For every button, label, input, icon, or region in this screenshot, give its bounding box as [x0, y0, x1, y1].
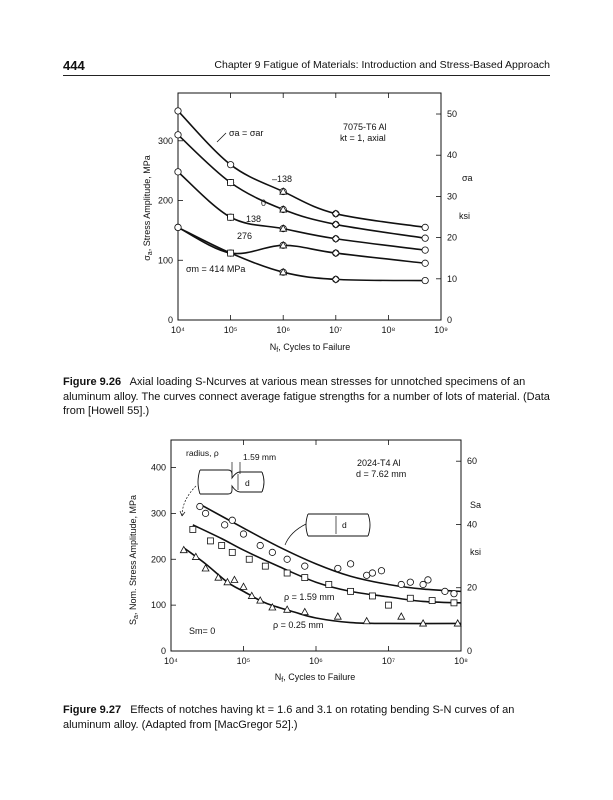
fig27-series-0-point [202, 510, 208, 516]
fig27-series-1-point [246, 556, 252, 562]
fig26-y2-tick-label: 10 [447, 273, 458, 284]
figure-9-26-caption-text: Axial loading S-Ncurves at various mean stresses for unnotched specimens of an aluminum alloy. The curves connect average fatigue strengths for a number of lots of material. (Data from [Howell 55].) [63, 376, 550, 417]
fig27-series-1-point [302, 575, 308, 581]
fig27-x-tick-label: 10⁴ [164, 656, 178, 666]
fig27-series-0-point [451, 590, 457, 596]
fig27-y-axis-label: $S_a$, Nom. Stress Amplitude, MPa [128, 495, 140, 625]
fig27-series-0-point [442, 588, 448, 594]
fig26-right-unit: ksi [459, 211, 470, 221]
figure-9-27-label: Figure 9.27 [63, 704, 122, 716]
fig27-series-2-line [184, 548, 461, 624]
fig27-series-0-point [269, 549, 275, 555]
fig27-x-tick-label: 10⁵ [236, 656, 251, 666]
fig27-x-tick-label: 10⁷ [381, 656, 396, 666]
fig27-series-0-point [229, 517, 235, 523]
fig27-series-0-point [398, 581, 404, 587]
fig26-y-tick-label: 100 [157, 255, 173, 266]
fig27-series-1-point [348, 588, 354, 594]
fig27-series-1-point [326, 581, 332, 587]
fig26-x-tick-label: 10⁴ [171, 325, 185, 335]
fig26-series-0-point [175, 108, 181, 114]
figure-9-26-chart [0, 0, 613, 360]
fig26-right-unit-symbol: σa [462, 173, 473, 183]
fig27-series-0-point [425, 577, 431, 583]
fig27-series-0-point [221, 522, 227, 528]
fig26-y2-tick-label: 20 [447, 232, 458, 243]
fig26-curve-label-0: 0 [261, 198, 267, 208]
fig27-unnotched-d-label: d [342, 520, 347, 530]
fig27-sm-label: Sm= 0 [189, 626, 216, 636]
fig27-y-tick-label: 0 [160, 646, 166, 656]
fig26-series-3-point [422, 260, 428, 266]
fig26-y2-tick-label: 50 [447, 109, 458, 120]
running-header: Chapter 9 Fatigue of Materials: Introduction and Stress-Based Approach [214, 59, 550, 71]
fig27-series-1-point [229, 549, 235, 555]
fig26-y2-tick-label: 0 [447, 315, 453, 325]
fig26-y-tick-label: 200 [157, 195, 173, 206]
fig27-series-1-point [219, 543, 225, 549]
fig26-curve-label-276: 276 [237, 231, 253, 241]
fig26-x-tick-label: 10⁹ [434, 325, 448, 335]
fig26-series-2-point [175, 169, 181, 175]
fig26-sigma-label: σa = σar [229, 128, 264, 138]
fig27-x-axis-label: $N_f$, Cycles to Failure [274, 672, 356, 684]
fig27-series-2-point [301, 608, 308, 614]
fig27-material-line1: 2024-T4 Al [357, 458, 401, 468]
figure-9-26-label: Figure 9.26 [63, 376, 122, 388]
fig27-series-1-point [262, 563, 268, 569]
fig26-series-0-point [227, 161, 233, 167]
fig27-series-1-point [451, 600, 457, 606]
fig26-series-4-point [175, 224, 181, 230]
fig27-y2-tick-label: 20 [467, 582, 478, 593]
fig27-rho1-label: ρ = 1.59 mm [284, 592, 335, 602]
fig27-series-1-point [386, 602, 392, 608]
fig27-series-0-point [378, 568, 384, 574]
fig27-series-0-point [369, 570, 375, 576]
fig27-series-1-point [190, 526, 196, 532]
fig26-y2-tick-label: 40 [447, 150, 458, 161]
fig27-rho2-label: ρ = 0.25 mm [273, 620, 324, 630]
fig27-radius-label: radius, ρ [186, 448, 219, 458]
fig26-series-1-point [175, 132, 181, 138]
fig26-x-tick-label: 10⁷ [329, 325, 343, 335]
fig27-right-unit-symbol: Sa [470, 500, 482, 510]
unnotched-specimen-sketch [285, 514, 370, 545]
figure-9-26-caption [63, 375, 553, 419]
fig27-series-2-point [231, 576, 238, 582]
fig26-series-2-point [422, 247, 428, 253]
fig27-series-2-point [240, 583, 247, 589]
fig26-material-line1: 7075-T6 Al [343, 122, 387, 132]
fig26-x-tick-label: 10⁶ [276, 325, 291, 335]
fig26-square-point [228, 214, 234, 220]
fig27-y-tick-label: 100 [150, 600, 166, 611]
fig27-y2-tick-label: 60 [467, 456, 478, 467]
fig27-series-0-point [240, 531, 246, 537]
figure-9-27-caption [63, 703, 553, 732]
fig27-series-1-point [429, 598, 435, 604]
fig27-y-tick-label: 200 [150, 554, 166, 565]
fig26-sigma-leader [217, 133, 226, 142]
figure-9-27-caption-text: Effects of notches having kt = 1.6 and 3.1 on rotating bending S-N curves of an aluminum alloy. (Adapted from [MacGregor 52].) [63, 704, 515, 731]
fig27-series-1-point [207, 538, 213, 544]
fig27-series-0-point [407, 579, 413, 585]
fig27-series-0-point [197, 503, 203, 509]
fig27-series-2-point [363, 618, 370, 624]
fig26-y2-tick-label: 30 [447, 191, 458, 202]
fig26-x-axis-label: $N_f$, Cycles to Failure [269, 342, 351, 354]
fig27-series-0-point [335, 565, 341, 571]
fig26-series-0-point [422, 224, 428, 230]
fig26-curve-label-138: 138 [246, 214, 262, 224]
fig26-square-point [228, 250, 234, 256]
fig27-x-tick-label: 10⁶ [309, 656, 323, 666]
fig26-square-point [228, 180, 234, 186]
fig27-series-0-point [347, 561, 353, 567]
fig26-series-1-point [422, 235, 428, 241]
fig26-plot-frame [178, 93, 441, 320]
fig27-series-0-point [284, 556, 290, 562]
fig27-y-tick-label: 300 [150, 508, 166, 519]
fig27-y-tick-label: 400 [150, 462, 166, 473]
fig26-series-2-line [178, 172, 425, 250]
fig26-y-tick-label: 0 [167, 315, 173, 325]
fig27-notch-dim-label: 1.59 mm [243, 452, 277, 462]
fig27-series-1-point [369, 593, 375, 599]
fig26-sm-label: σm = 414 MPa [186, 264, 246, 274]
fig27-series-0-point [302, 563, 308, 569]
fig26-x-tick-label: 10⁸ [381, 325, 396, 335]
fig27-series-2-point [398, 613, 405, 619]
fig27-series-1-point [407, 595, 413, 601]
fig26-series-4-point [422, 277, 428, 283]
page-number: 444 [63, 58, 85, 73]
fig26-y-tick-label: 300 [157, 135, 173, 146]
fig27-x-tick-label: 10⁸ [454, 656, 468, 666]
fig27-material-line2: d = 7.62 mm [356, 469, 407, 479]
notched-specimen-sketch [180, 448, 276, 516]
fig27-y2-tick-label: 40 [467, 519, 478, 530]
fig27-y2-tick-label: 0 [467, 646, 473, 656]
fig27-series-2-point [334, 613, 341, 619]
fig26-y-axis-label: $\sigma_a$, Stress Amplitude, MPa [142, 155, 154, 261]
fig27-series-1-point [284, 570, 290, 576]
fig27-series-0-point [257, 542, 263, 548]
fig27-right-unit: ksi [470, 547, 481, 557]
fig26-curve-label-minus138: –138 [272, 174, 293, 184]
fig27-notch-d-label: d [245, 478, 250, 488]
fig26-material-line2: kt = 1, axial [340, 133, 386, 143]
fig26-x-tick-label: 10⁵ [223, 325, 238, 335]
figure-9-27-chart [0, 420, 613, 700]
